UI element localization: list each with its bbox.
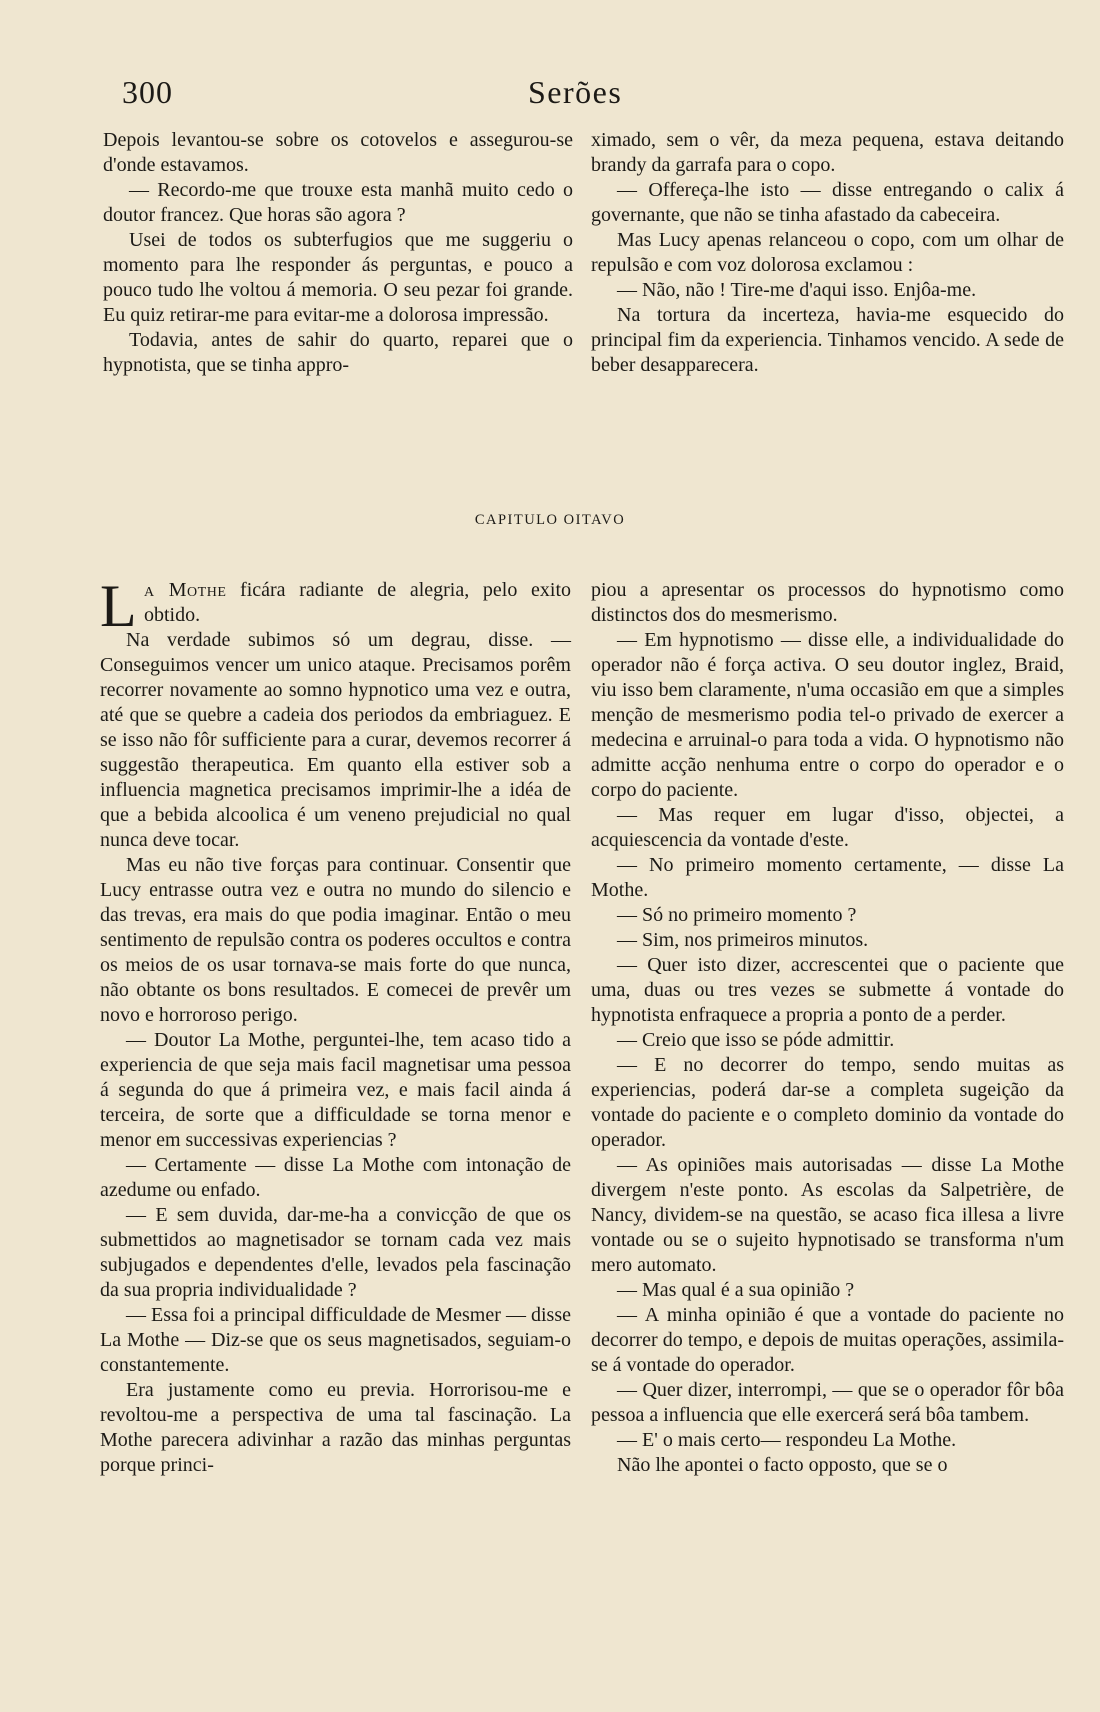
paragraph: Na tortura da incerteza, havia-me esquecido do principal fim da experiencia. Tinhamos vencido. A sede de beber desapparecera. — [591, 304, 1064, 376]
top-left-column — [103, 128, 573, 378]
paragraph: — A minha opinião é que a vontade do paciente no decorrer do tempo, e depois de muitas operações, assimila-se á vontade do operador. — [591, 1304, 1064, 1376]
paragraph: — No primeiro momento certamente, — disse La Mothe. — [591, 854, 1064, 901]
paragraph: — Só no primeiro momento ? — [617, 904, 857, 926]
paragraph: ximado, sem o vêr, da meza pequena, estava deitando brandy da garrafa para o copo. — [591, 129, 1064, 176]
paragraph: Era justamente como eu previa. Horrorisou-me e revoltou-me a perspectiva de uma tal fascinação. La Mothe parecera adivinhar a razão das minhas perguntas porque princi- — [100, 1379, 571, 1476]
paragraph: Todavia, antes de sahir do quarto, reparei que o hypnotista, que se tinha appro- — [103, 329, 573, 376]
paragraph: — Doutor La Mothe, perguntei-lhe, tem acaso tido a experiencia de que seja mais facil magnetisar uma pessoa á segunda do que á primeira vez, e mais facil ainda á terceira, de sorte que a difficuldade se torna menor e menor em successivas experiencias ? — [100, 1029, 571, 1151]
paragraph: Na verdade subimos só um degrau, disse. — Conseguimos vencer um unico ataque. Precisamos porêm recorrer novamente ao somno hypnotico uma vez e outra, até que se quebre a cadeia dos periodos da embriaguez. E se isso não fôr sufficiente para a curar, devemos recorrer á suggestão therapeutica. Em quanto ella estiver sob a influencia magnetica precisamos imprimir-lhe a idéa de que a bebida alcoolica é um veneno prejudicial no qual nunca deve tocar. — [100, 629, 571, 851]
chapter-opening-paragraph — [100, 573, 571, 639]
paragraph: Mas eu não tive forças para continuar. Consentir que Lucy entrasse outra vez e outra no mundo do silencio e das trevas, era mais do que podia imaginar. Então o meu sentimento de repulsão contra os poderes occultos e contra os meios de os usar tornava-se mais forte do que nunca, não obtante os bons resultados. E comecei de prevêr um novo e horroroso perigo. — [100, 854, 571, 1026]
paragraph: — E no decorrer do tempo, sendo muitas as experiencias, poderá dar-se a completa sugeição da vontade do paciente e o completo dominio da vontade do operador. — [591, 1054, 1064, 1151]
paragraph: Depois levantou-se sobre os cotovelos e assegurou-se d'onde estavamos. — [103, 129, 573, 176]
paragraph: — Offereça-lhe isto — disse entregando o calix á governante, que não se tinha afastado da cabeceira. — [591, 179, 1064, 226]
paragraph: — Mas qual é a sua opinião ? — [617, 1279, 855, 1301]
paragraph: — Quer isto dizer, accrescentei que o paciente que uma, duas ou tres vezes se submette á vontade do hypnotista enfraquece a propria a ponto de a perder. — [591, 954, 1064, 1026]
top-right-column — [591, 128, 1064, 378]
paragraph: Mas Lucy apenas relanceou o copo, com um olhar de repulsão e com voz dolorosa exclamou : — [591, 229, 1064, 276]
paragraph: Usei de todos os subterfugios que me suggeriu o momento para lhe responder ás perguntas, e pouco a pouco tudo lhe voltou á memoria. O seu pezar foi grande. Eu quiz retirar-me para evitar-me a dolorosa impressão. — [103, 229, 573, 326]
running-title: Serões — [528, 74, 623, 110]
page-number: 300 — [122, 74, 173, 110]
paragraph: piou a apresentar os processos do hypnotismo como distinctos dos do mesmerismo. — [591, 579, 1064, 626]
paragraph: — Sim, nos primeiros minutos. — [617, 929, 869, 951]
bottom-right-column — [591, 578, 1064, 1478]
paragraph: — Recordo-me que trouxe esta manhã muito cedo o doutor francez. Que horas são agora ? — [103, 179, 573, 226]
bottom-left-column — [100, 573, 571, 1478]
paragraph: — Não, não ! Tire-me d'aqui isso. Enjôa-me. — [617, 279, 977, 301]
paragraph: — Certamente — disse La Mothe com intonação de azedume ou enfado. — [100, 1154, 571, 1201]
drop-cap: L — [100, 573, 137, 639]
opening-text: ficára radiante de alegria, pelo exito obtido. — [144, 579, 571, 626]
paragraph: — Mas requer em lugar d'isso, objectei, a acquiescencia da vontade d'este. — [591, 804, 1064, 851]
paragraph: Não lhe apontei o facto opposto, que se o — [617, 1454, 948, 1476]
opening-smallcaps: a Mothe — [144, 579, 227, 601]
paragraph: — Quer dizer, interrompi, — que se o operador fôr bôa pessoa a influencia que elle exercerá será bôa tambem. — [591, 1379, 1064, 1426]
paragraph: — E' o mais certo— respondeu La Mothe. — [617, 1429, 957, 1451]
paragraph: — Creio que isso se póde admittir. — [617, 1029, 895, 1051]
running-head — [122, 74, 1035, 118]
paragraph: — Em hypnotismo — disse elle, a individualidade do operador não é força activa. O seu doutor inglez, Braid, viu isso bem claramente, n'uma occasião em que a simples menção de mesmerismo podia tel-o privado de exercer a medecina e arruinal-o para toda a vida. O hypnotismo não admitte acção nenhuma entre o corpo do operador e o corpo do paciente. — [591, 629, 1064, 801]
paragraph: — As opiniões mais autorisadas — disse La Mothe divergem n'este ponto. As escolas da Salpetrière, de Nancy, dividem-se na questão, se acaso fica illesa a livre vontade ou se o sujeito hypnotisado se transforma n'um mero automato. — [591, 1154, 1064, 1276]
chapter-heading: CAPITULO OITAVO — [474, 512, 626, 528]
paragraph: — E sem duvida, dar-me-ha a convicção de que os submettidos ao magnetisador se tornam cada vez mais subjugados e dependentes d'elle, levados pela fascinação da sua propria individualidade ? — [100, 1204, 571, 1301]
paragraph: — Essa foi a principal difficuldade de Mesmer — disse La Mothe — Diz-se que os seus magnetisados, seguiam-o constantemente. — [100, 1304, 571, 1376]
